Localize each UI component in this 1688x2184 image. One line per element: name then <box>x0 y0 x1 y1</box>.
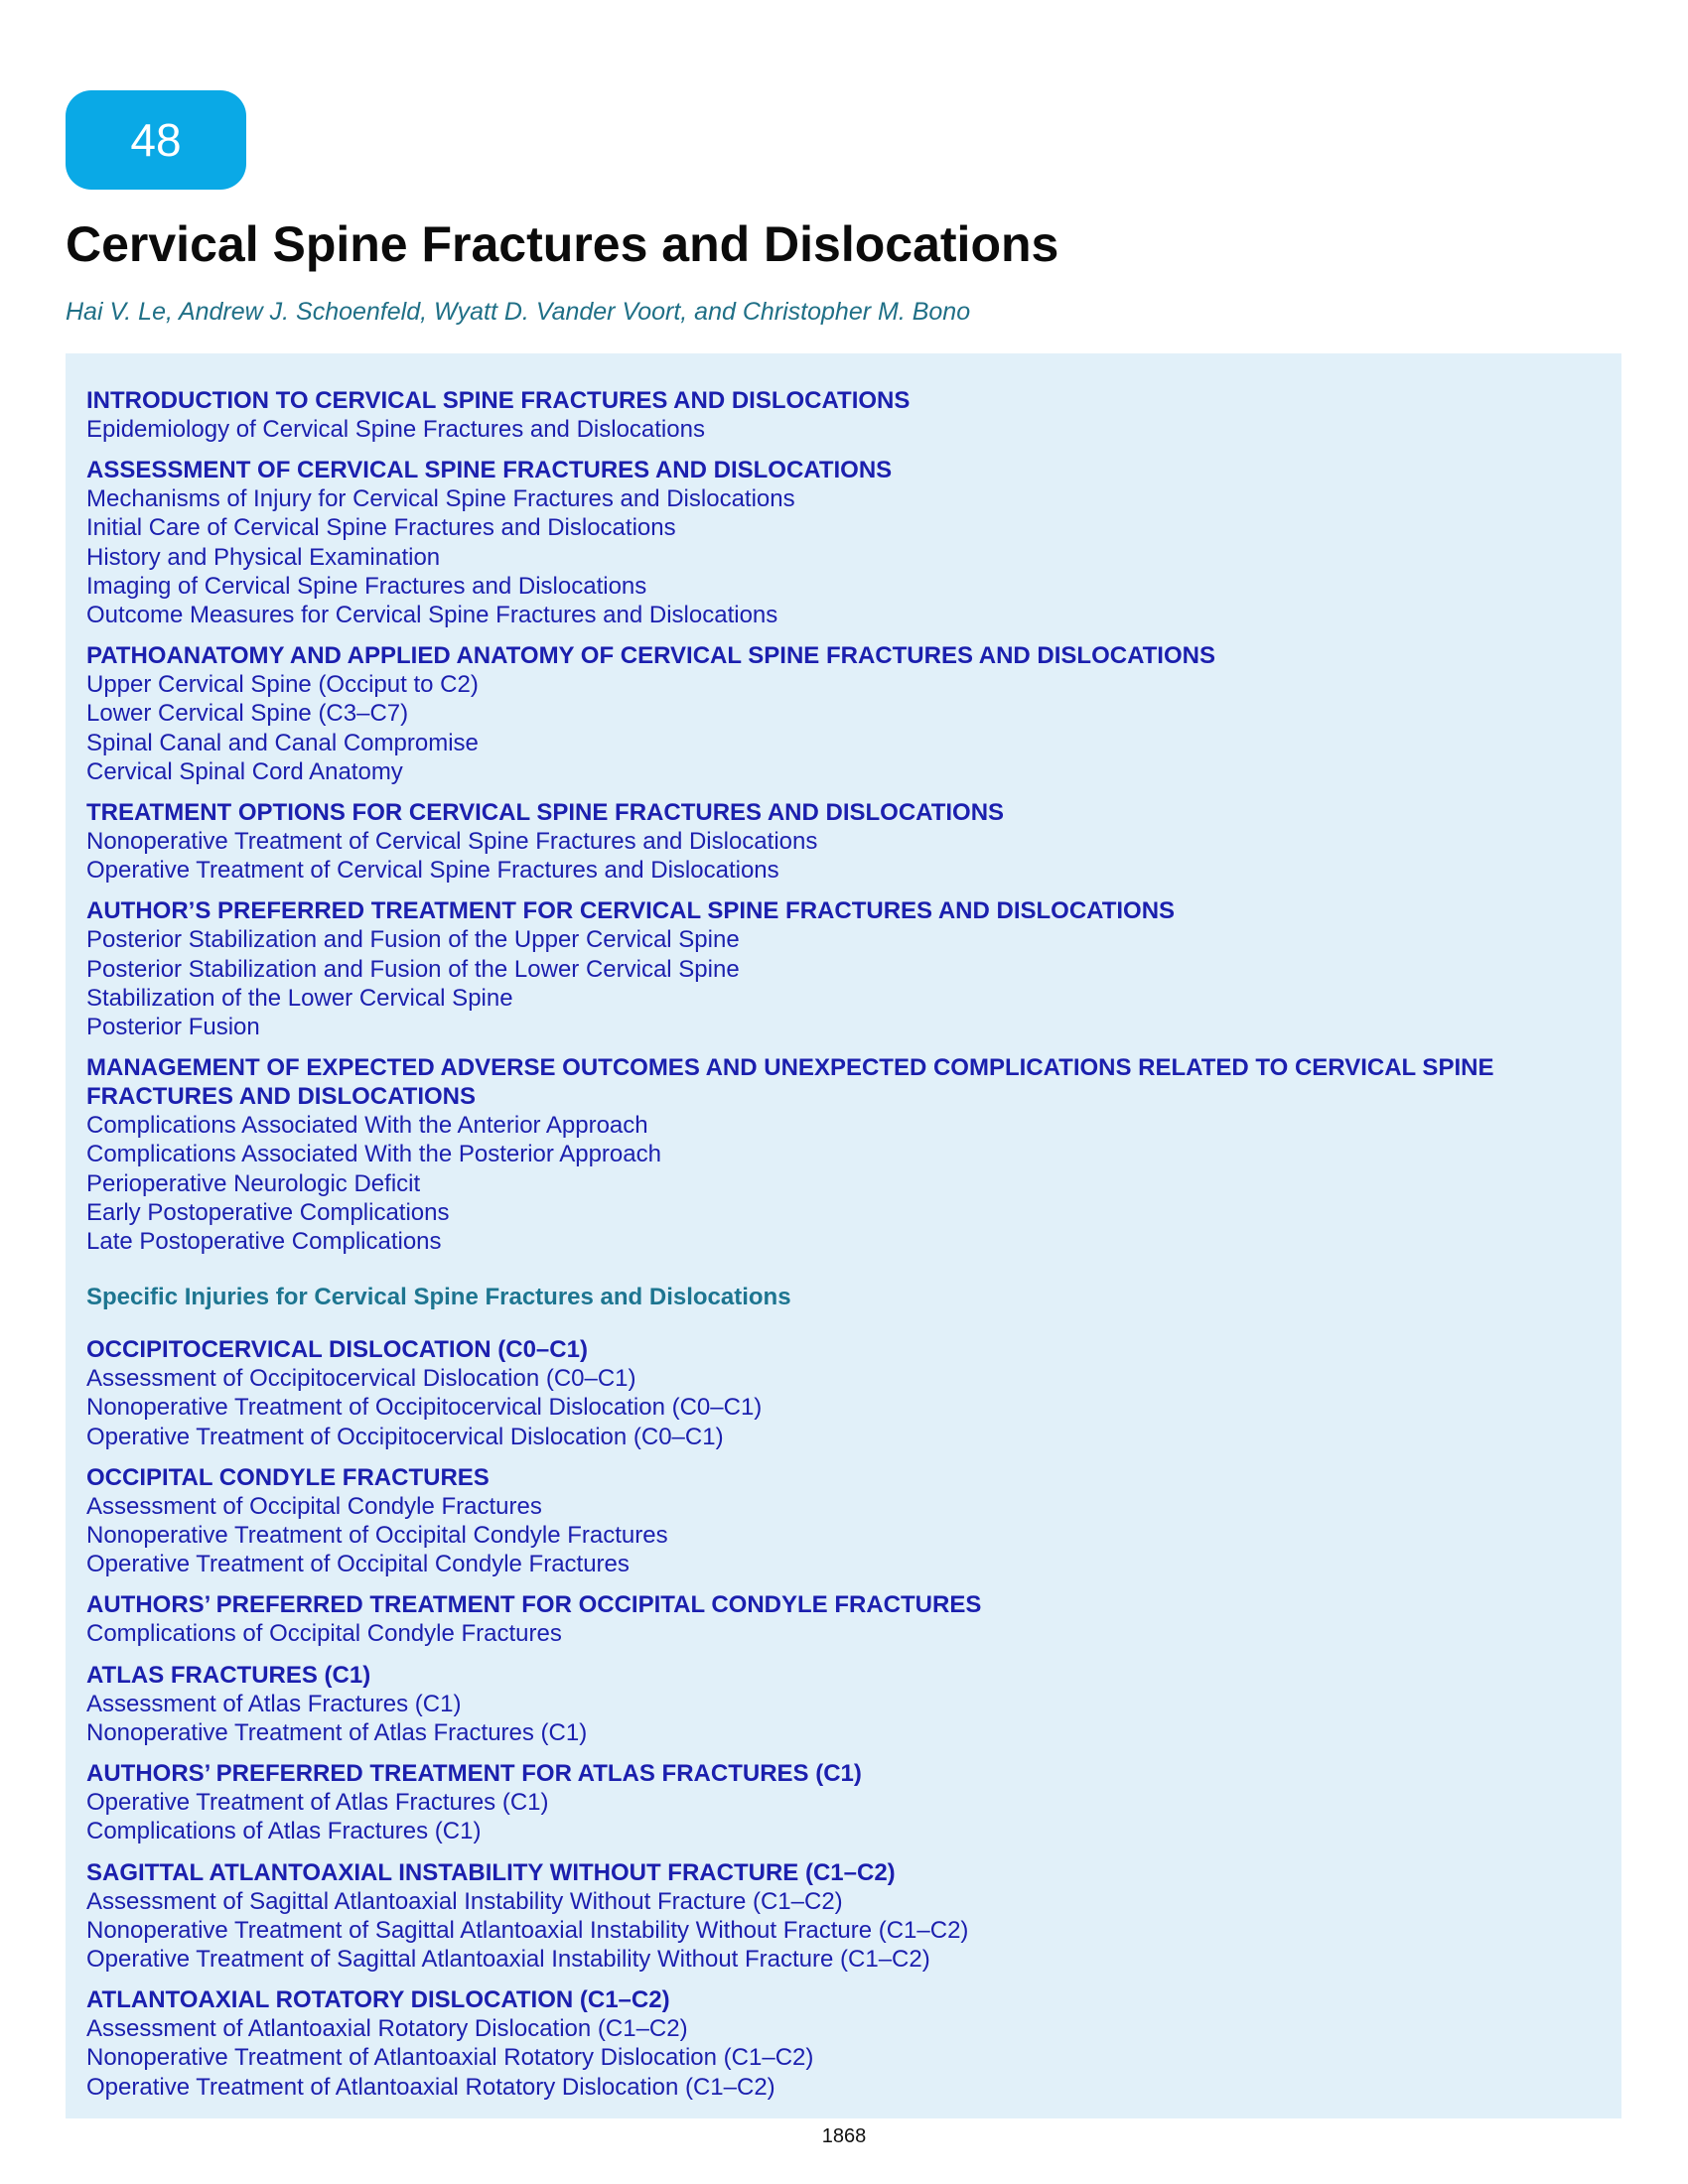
toc-entry[interactable]: History and Physical Examination <box>86 543 441 571</box>
toc-entry[interactable]: Operative Treatment of Cervical Spine Fractures and Dislocations <box>86 857 779 885</box>
toc-entry[interactable]: Posterior Stabilization and Fusion of the Upper Cervical Spine <box>86 926 740 954</box>
toc-entry[interactable]: Mechanisms of Injury for Cervical Spine Fractures and Dislocations <box>86 485 795 513</box>
toc-section-heading[interactable]: INTRODUCTION TO CERVICAL SPINE FRACTURES AND DISLOCATIONS <box>86 387 911 414</box>
chapter-authors: Hai V. Le, Andrew J. Schoenfeld, Wyatt D. Vander Voort, and Christopher M. Bono <box>66 298 971 326</box>
toc-entry[interactable]: Late Postoperative Complications <box>86 1228 442 1256</box>
toc-section-heading[interactable]: MANAGEMENT OF EXPECTED ADVERSE OUTCOMES AND UNEXPECTED COMPLICATIONS RELATED TO CERVICAL SPINE FRACTURES AND DISLOCATIONS <box>86 1054 1494 1111</box>
toc-section-heading[interactable]: PATHOANATOMY AND APPLIED ANATOMY OF CERVICAL SPINE FRACTURES AND DISLOCATIONS <box>86 642 1215 670</box>
toc-section <box>86 386 1602 444</box>
chapter-title: Cervical Spine Fractures and Dislocations <box>66 216 1059 272</box>
toc-entry[interactable]: Initial Care of Cervical Spine Fractures and Dislocations <box>86 514 676 542</box>
toc-entry[interactable]: Perioperative Neurologic Deficit <box>86 1169 421 1197</box>
toc-section-heading[interactable]: TREATMENT OPTIONS FOR CERVICAL SPINE FRACTURES AND DISLOCATIONS <box>86 799 1005 827</box>
toc-entry[interactable]: Assessment of Atlas Fractures (C1) <box>86 1690 462 1717</box>
toc-entry[interactable]: Complications Associated With the Posterior Approach <box>86 1141 661 1168</box>
toc-entry[interactable]: Cervical Spinal Cord Anatomy <box>86 757 403 785</box>
toc-entry[interactable]: Operative Treatment of Atlas Fractures (C1) <box>86 1789 549 1817</box>
toc-section <box>86 641 1602 786</box>
toc-entry[interactable]: Operative Treatment of Occipital Condyle Fractures <box>86 1551 630 1578</box>
toc-entry[interactable]: Operative Treatment of Atlantoaxial Rotatory Dislocation (C1–C2) <box>86 2073 775 2101</box>
toc-entry[interactable]: Outcome Measures for Cervical Spine Fractures and Dislocations <box>86 602 778 629</box>
table-of-contents <box>66 353 1621 2118</box>
toc-section-heading[interactable]: OCCIPITOCERVICAL DISLOCATION (C0–C1) <box>86 1336 588 1364</box>
toc-entry[interactable]: Nonoperative Treatment of Cervical Spine Fractures and Dislocations <box>86 828 818 856</box>
toc-entry[interactable]: Nonoperative Treatment of Occipital Condyle Fractures <box>86 1522 668 1550</box>
toc-section <box>86 456 1602 629</box>
toc-entry[interactable]: Upper Cervical Spine (Occiput to C2) <box>86 671 479 699</box>
toc-entry[interactable]: Lower Cervical Spine (C3–C7) <box>86 700 409 728</box>
toc-section-heading[interactable]: OCCIPITAL CONDYLE FRACTURES <box>86 1463 490 1491</box>
toc-entry[interactable]: Nonoperative Treatment of Occipitocervical Dislocation (C0–C1) <box>86 1394 763 1422</box>
toc-entry[interactable]: Complications Associated With the Anterior Approach <box>86 1112 648 1140</box>
toc-entry[interactable]: Spinal Canal and Canal Compromise <box>86 729 479 756</box>
toc-section <box>86 1661 1602 1747</box>
toc-entry[interactable]: Nonoperative Treatment of Atlas Fractures (C1) <box>86 1718 588 1746</box>
toc-section <box>86 1759 1602 1845</box>
toc-entry[interactable]: Early Postoperative Complications <box>86 1198 450 1226</box>
toc-entry[interactable]: Nonoperative Treatment of Atlantoaxial Rotatory Dislocation (C1–C2) <box>86 2044 814 2072</box>
toc-entry[interactable]: Posterior Fusion <box>86 1014 260 1041</box>
chapter-number: 48 <box>130 114 182 166</box>
toc-entry[interactable]: Complications of Occipital Condyle Fractures <box>86 1620 562 1648</box>
toc-section-heading[interactable]: AUTHORS’ PREFERRED TREATMENT FOR ATLAS FRACTURES (C1) <box>86 1760 862 1788</box>
toc-section-heading[interactable]: SAGITTAL ATLANTOAXIAL INSTABILITY WITHOUT FRACTURE (C1–C2) <box>86 1858 896 1886</box>
toc-entry[interactable]: Epidemiology of Cervical Spine Fractures and Dislocations <box>86 416 705 443</box>
page-number: 1868 <box>821 2125 867 2147</box>
toc-subheading: Specific Injuries for Cervical Spine Fractures and Dislocations <box>86 1284 791 1311</box>
toc-part-general <box>86 386 1602 1256</box>
toc-section <box>86 896 1602 1041</box>
toc-section <box>86 1463 1602 1579</box>
toc-section <box>86 1335 1602 1451</box>
toc-entry[interactable]: Assessment of Atlantoaxial Rotatory Dislocation (C1–C2) <box>86 2015 688 2043</box>
toc-section <box>86 798 1602 885</box>
toc-section-heading[interactable]: ASSESSMENT OF CERVICAL SPINE FRACTURES AND DISLOCATIONS <box>86 457 893 484</box>
toc-entry[interactable]: Nonoperative Treatment of Sagittal Atlantoaxial Instability Without Fracture (C1–C2) <box>86 1916 969 1944</box>
toc-section <box>86 1858 1602 1975</box>
toc-section-heading[interactable]: ATLANTOAXIAL ROTATORY DISLOCATION (C1–C2) <box>86 1986 670 2014</box>
toc-entry[interactable]: Imaging of Cervical Spine Fractures and Dislocations <box>86 572 647 600</box>
toc-entry[interactable]: Assessment of Occipitocervical Dislocation (C0–C1) <box>86 1365 636 1393</box>
toc-entry[interactable]: Complications of Atlas Fractures (C1) <box>86 1818 482 1845</box>
toc-entry[interactable]: Operative Treatment of Sagittal Atlantoaxial Instability Without Fracture (C1–C2) <box>86 1945 930 1973</box>
toc-section-heading[interactable]: AUTHOR’S PREFERRED TREATMENT FOR CERVICAL SPINE FRACTURES AND DISLOCATIONS <box>86 897 1176 925</box>
toc-entry[interactable]: Operative Treatment of Occipitocervical Dislocation (C0–C1) <box>86 1423 724 1450</box>
toc-entry[interactable]: Posterior Stabilization and Fusion of the Lower Cervical Spine <box>86 955 740 983</box>
chapter-number-badge <box>66 90 246 190</box>
toc-entry[interactable]: Assessment of Occipital Condyle Fractures <box>86 1492 542 1520</box>
toc-section-heading[interactable]: AUTHORS’ PREFERRED TREATMENT FOR OCCIPITAL CONDYLE FRACTURES <box>86 1591 982 1619</box>
toc-part-specific-injuries <box>86 1335 1602 2101</box>
toc-section-heading[interactable]: ATLAS FRACTURES (C1) <box>86 1661 371 1689</box>
toc-section <box>86 1053 1602 1256</box>
toc-section <box>86 1590 1602 1648</box>
toc-section <box>86 1985 1602 2102</box>
toc-entry[interactable]: Assessment of Sagittal Atlantoaxial Instability Without Fracture (C1–C2) <box>86 1887 843 1915</box>
toc-entry[interactable]: Stabilization of the Lower Cervical Spine <box>86 984 513 1012</box>
